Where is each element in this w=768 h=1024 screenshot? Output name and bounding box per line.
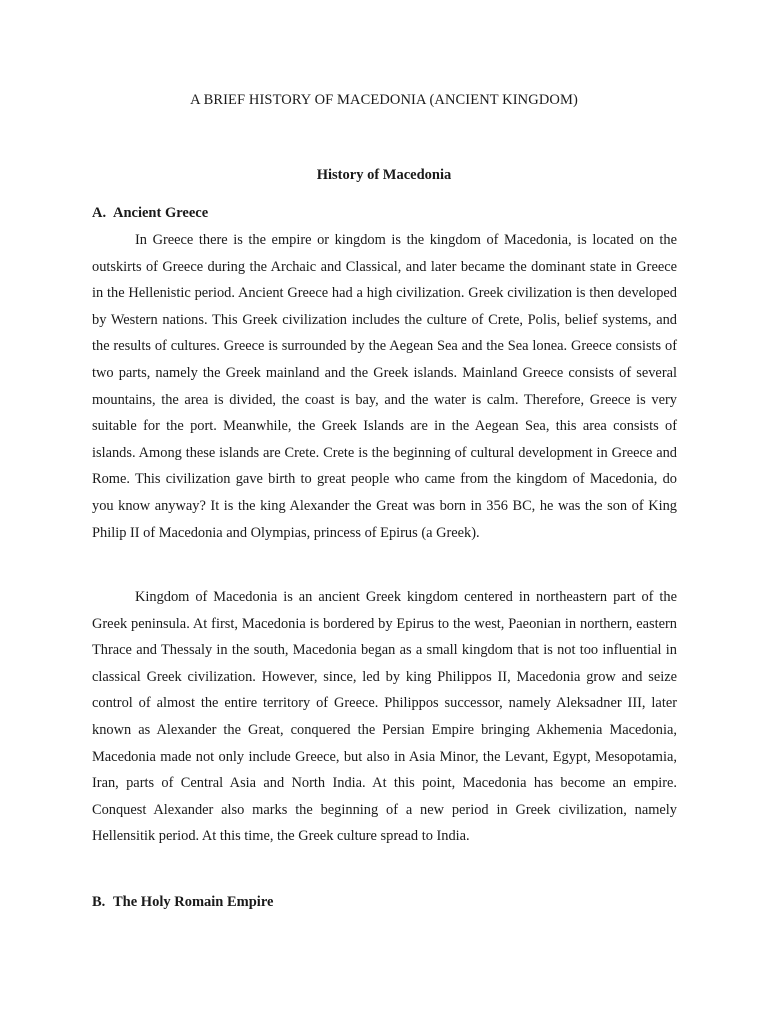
heading-text: Ancient Greece <box>113 205 209 221</box>
paragraph-greece: In Greece there is the empire or kingdom is the kingdom of Macedonia, is located on the outskirts of Greece during the Archaic and Classical, and later became the dominant state in Greece in the Hellenistic period. Ancient Greece had a high civilization. Greek civilization is then developed by Western nations. This Greek civilization includes the culture of Crete, Polis, belief systems, and the results of cultures. Greece is surrounded by the Aegean Sea and the Sea lonea. Greece consists of two parts, namely the Greek mainland and the Greek islands. Mainland Greece consists of several mountains, the area is divided, the coast is bay, and the water is calm. Therefore, Greece is very suitable for the port. Meanwhile, the Greek Islands are in the Aegean Sea, this area consists of islands. Among these islands are Crete. Crete is the beginning of cultural development in Greece and Rome. This civilization gave birth to great people who came from the kingdom of Macedonia, do you know anyway? It is the king Alexander the Great was born in 356 BC, he was the son of King Philip II of Macedonia and Olympias, princess of Epirus (a Greek). <box>92 232 677 541</box>
section-title: History of Macedonia <box>316 167 452 183</box>
heading-text: The Holy Romain Empire <box>113 894 274 910</box>
heading-ancient-greece <box>92 205 208 222</box>
heading-holy-romain-empire <box>92 894 273 911</box>
paragraph-kingdom-of-macedonia: Kingdom of Macedonia is an ancient Greek kingdom centered in northeastern part of the Greek peninsula. At first, Macedonia is bordered by Epirus to the west, Paeonian in northern, eastern Thrace and Thessaly in the south, Macedonia began as a small kingdom that is not too influential in classical Greek civilization. However, since, led by king Philippos II, Macedonia grow and seize control of almost the entire territory of Greece. Philippos successor, namely Aleksadner III, later known as Alexander the Great, conquered the Persian Empire bringing Akhemenia Macedonia, Macedonia made not only include Greece, but also in Asia Minor, the Levant, Egypt, Mesopotamia, Iran, parts of Central Asia and North India. At this point, Macedonia has become an empire. Conquest Alexander also marks the beginning of a new period in Greek civilization, namely Hellensitik period. At this time, the Greek culture spread to India. <box>92 589 677 845</box>
document-title: A BRIEF HISTORY OF MACEDONIA (ANCIENT KINGDOM) <box>190 92 578 108</box>
heading-number: A. <box>92 205 107 221</box>
heading-number: B. <box>92 894 106 910</box>
